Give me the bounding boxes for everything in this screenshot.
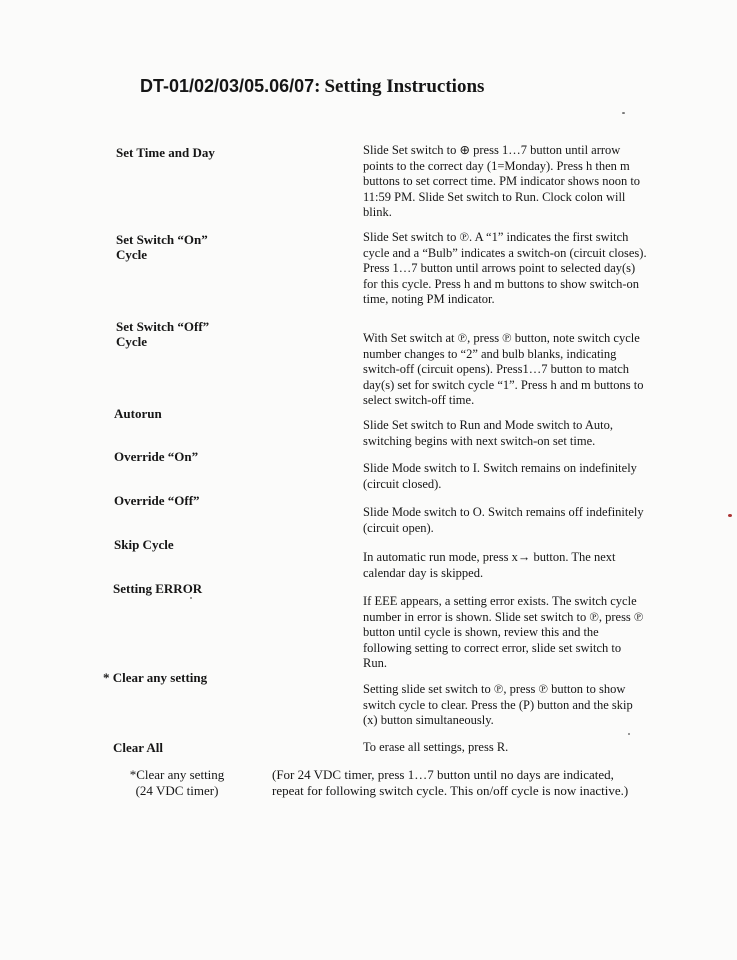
label-override-off: Override “Off” (114, 493, 200, 508)
page-title (140, 76, 484, 98)
label-setting-error: Setting ERROR (113, 581, 203, 596)
scan-speck (190, 597, 192, 599)
text-skip-cycle: In automatic run mode, press x→ button. The next calendar day is skipped. (363, 550, 616, 580)
text-override-off: Slide Mode switch to O. Switch remains off indefinitely (circuit open). (363, 505, 644, 535)
text-autorun: Slide Set switch to Run and Mode switch to Auto, switching begins with next switch-on set time. (363, 418, 613, 448)
label-set-time-and-day: Set Time and Day (116, 145, 215, 160)
label-clear-all: Clear All (113, 740, 163, 755)
title-text: Setting Instructions (324, 76, 485, 97)
scan-speck (728, 514, 732, 517)
title-separator: : (314, 76, 321, 97)
footnote-text: (For 24 VDC timer, press 1…7 button until no days are indicated, repeat for following switch cycle. This on/off cycle is now inactive.) (272, 767, 629, 798)
text-set-switch-on-cycle: Slide Set switch to ℗. A “1” indicates the first switch cycle and a “Bulb” indicates a switch-on (circuit closes). Press 1…7 button until arrows point to selected day(s) for this cycle. Press h and m buttons to show switch-on time, noting PM indicator. (363, 230, 647, 306)
footnote-label: *Clear any setting (24 VDC timer) (129, 767, 225, 798)
text-set-time-and-day: Slide Set switch to ⊕ press 1…7 button until arrow points to the correct day (1=Monday). Press h then m buttons to set correct time. PM indicator shows noon to 11:59 PM. Slide Set switch to Run. Clock colon will blink. (363, 143, 641, 219)
label-override-on: Override “On” (114, 449, 199, 464)
label-autorun: Autorun (114, 406, 162, 421)
label-set-switch-off-cycle: Set Switch “Off” Cycle (116, 319, 210, 349)
label-skip-cycle: Skip Cycle (114, 537, 174, 552)
text-override-on: Slide Mode switch to I. Switch remains on indefinitely (circuit closed). (363, 461, 637, 491)
scan-speck (628, 733, 630, 735)
scan-speck (622, 112, 625, 114)
label-set-switch-on-cycle: Set Switch “On” Cycle (116, 232, 208, 262)
label-clear-any-setting: * Clear any setting (103, 670, 208, 685)
text-clear-any-setting: Setting slide set switch to ℗, press ℗ button to show switch cycle to clear. Press the (P) button and the skip (x) button simultaneously. (363, 682, 633, 727)
text-clear-all: To erase all settings, press R. (363, 740, 509, 754)
text-set-switch-off-cycle: With Set switch at ℗, press ℗ button, note switch cycle number changes to “2” and bulb blanks, indicating switch-off (circuit opens). Press1…7 button to match day(s) set for switch cycle “1”. Press h and m buttons to select switch-off time. (363, 331, 644, 407)
text-setting-error: If EEE appears, a setting error exists. The switch cycle number in error is shown. Slide set switch to ℗, press ℗ button until cycle is shown, review this and the following setting to correct error, slide set switch to Run. (363, 594, 644, 670)
model-number: DT-01/02/03/05.06/07 (140, 76, 315, 96)
